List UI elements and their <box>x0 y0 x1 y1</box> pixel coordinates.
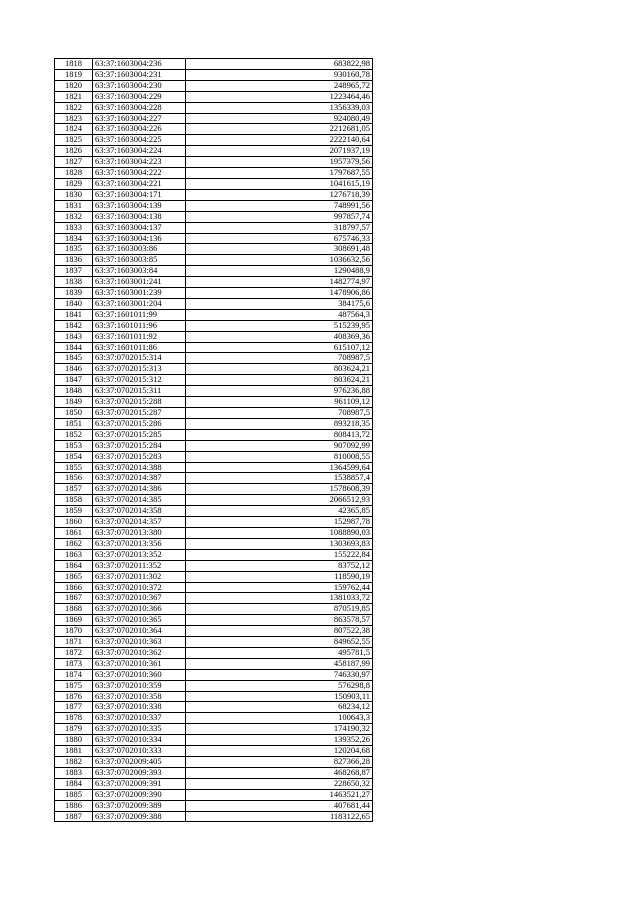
row-number-cell: 1863 <box>55 549 93 560</box>
table-body <box>55 59 373 822</box>
table-row <box>55 495 373 506</box>
cadastral-number-cell: 63:37:0702013:352 <box>93 549 186 560</box>
table-row <box>55 757 373 768</box>
table-row <box>55 691 373 702</box>
table-row <box>55 320 373 331</box>
row-number-cell: 1869 <box>55 615 93 626</box>
cadastral-number-cell: 63:37:0702015:314 <box>93 353 186 364</box>
table-row <box>55 538 373 549</box>
row-number-cell: 1839 <box>55 288 93 299</box>
row-number-cell: 1836 <box>55 255 93 266</box>
cadastral-number-cell: 63:37:0702010:334 <box>93 735 186 746</box>
value-cell: 174190,32 <box>186 724 373 735</box>
row-number-cell: 1846 <box>55 364 93 375</box>
row-number-cell: 1845 <box>55 353 93 364</box>
table-row <box>55 288 373 299</box>
cadastral-number-cell: 63:37:0702014:385 <box>93 495 186 506</box>
table-row <box>55 658 373 669</box>
value-cell: 120204,68 <box>186 746 373 757</box>
cadastral-number-cell: 63:37:1601011:99 <box>93 309 186 320</box>
cadastral-number-cell: 63:37:0702014:386 <box>93 484 186 495</box>
row-number-cell: 1828 <box>55 168 93 179</box>
row-number-cell: 1883 <box>55 767 93 778</box>
row-number-cell: 1872 <box>55 647 93 658</box>
row-number-cell: 1847 <box>55 375 93 386</box>
row-number-cell: 1849 <box>55 397 93 408</box>
row-number-cell: 1870 <box>55 626 93 637</box>
value-cell: 961109,12 <box>186 397 373 408</box>
value-cell: 924080,49 <box>186 113 373 124</box>
value-cell: 807522,38 <box>186 626 373 637</box>
table-row <box>55 582 373 593</box>
table-row <box>55 233 373 244</box>
table-row <box>55 364 373 375</box>
cadastral-number-cell: 63:37:0702010:359 <box>93 680 186 691</box>
value-cell: 407681,44 <box>186 800 373 811</box>
table-row <box>55 408 373 419</box>
table-row <box>55 266 373 277</box>
table-row <box>55 811 373 822</box>
cadastral-number-cell: 63:37:0702015:287 <box>93 408 186 419</box>
table-row <box>55 637 373 648</box>
table-row <box>55 429 373 440</box>
cadastral-number-cell: 63:37:0702010:372 <box>93 582 186 593</box>
value-cell: 159762,44 <box>186 582 373 593</box>
table-row <box>55 604 373 615</box>
row-number-cell: 1822 <box>55 102 93 113</box>
row-number-cell: 1825 <box>55 135 93 146</box>
value-cell: 150903,11 <box>186 691 373 702</box>
table-row <box>55 222 373 233</box>
cadastral-number-cell: 63:37:0702014:388 <box>93 462 186 473</box>
value-cell: 2066512,93 <box>186 495 373 506</box>
table-row <box>55 626 373 637</box>
row-number-cell: 1824 <box>55 124 93 135</box>
row-number-cell: 1840 <box>55 298 93 309</box>
row-number-cell: 1835 <box>55 244 93 255</box>
value-cell: 1041615,19 <box>186 178 373 189</box>
row-number-cell: 1886 <box>55 800 93 811</box>
value-cell: 515239,95 <box>186 320 373 331</box>
cadastral-number-cell: 63:37:1603001:239 <box>93 288 186 299</box>
row-number-cell: 1865 <box>55 571 93 582</box>
cadastral-number-cell: 63:37:0702011:352 <box>93 560 186 571</box>
cadastral-number-cell: 63:37:0702009:390 <box>93 789 186 800</box>
cadastral-number-cell: 63:37:0702010:361 <box>93 658 186 669</box>
row-number-cell: 1884 <box>55 778 93 789</box>
table-row <box>55 375 373 386</box>
row-number-cell: 1880 <box>55 735 93 746</box>
row-number-cell: 1859 <box>55 506 93 517</box>
value-cell: 68234,12 <box>186 702 373 713</box>
cadastral-number-cell: 63:37:0702015:288 <box>93 397 186 408</box>
table-row <box>55 647 373 658</box>
row-number-cell: 1867 <box>55 593 93 604</box>
value-cell: 930160,78 <box>186 69 373 80</box>
row-number-cell: 1851 <box>55 418 93 429</box>
value-cell: 468268,87 <box>186 767 373 778</box>
value-cell: 2222140,64 <box>186 135 373 146</box>
row-number-cell: 1885 <box>55 789 93 800</box>
cadastral-number-cell: 63:37:0702013:380 <box>93 527 186 538</box>
value-cell: 576298,8 <box>186 680 373 691</box>
row-number-cell: 1831 <box>55 200 93 211</box>
value-cell: 748991,56 <box>186 200 373 211</box>
table-row <box>55 353 373 364</box>
value-cell: 746330,97 <box>186 669 373 680</box>
cadastral-number-cell: 63:37:0702010:364 <box>93 626 186 637</box>
value-cell: 1578608,39 <box>186 484 373 495</box>
value-cell: 487564,3 <box>186 309 373 320</box>
row-number-cell: 1848 <box>55 386 93 397</box>
value-cell: 1088890,03 <box>186 527 373 538</box>
table-row <box>55 168 373 179</box>
cadastral-number-cell: 63:37:0702014:357 <box>93 517 186 528</box>
cadastral-number-cell: 63:37:1603003:84 <box>93 266 186 277</box>
value-cell: 1036632,56 <box>186 255 373 266</box>
table-row <box>55 713 373 724</box>
table-row <box>55 211 373 222</box>
row-number-cell: 1877 <box>55 702 93 713</box>
cadastral-number-cell: 63:37:1603001:204 <box>93 298 186 309</box>
table-row <box>55 244 373 255</box>
cadastral-number-cell: 63:37:0702009:391 <box>93 778 186 789</box>
value-cell: 408369,36 <box>186 331 373 342</box>
row-number-cell: 1844 <box>55 342 93 353</box>
table-row <box>55 527 373 538</box>
table-row <box>55 778 373 789</box>
row-number-cell: 1878 <box>55 713 93 724</box>
cadastral-number-cell: 63:37:1603003:86 <box>93 244 186 255</box>
value-cell: 808413,72 <box>186 429 373 440</box>
row-number-cell: 1841 <box>55 309 93 320</box>
row-number-cell: 1882 <box>55 757 93 768</box>
row-number-cell: 1864 <box>55 560 93 571</box>
cadastral-number-cell: 63:37:1603004:225 <box>93 135 186 146</box>
table-row <box>55 146 373 157</box>
value-cell: 849652,55 <box>186 637 373 648</box>
row-number-cell: 1830 <box>55 189 93 200</box>
cadastral-number-cell: 63:37:1601011:92 <box>93 331 186 342</box>
value-cell: 1797687,55 <box>186 168 373 179</box>
cadastral-number-cell: 63:37:0702010:362 <box>93 647 186 658</box>
cadastral-number-cell: 63:37:1603001:241 <box>93 277 186 288</box>
cadastral-number-cell: 63:37:0702014:387 <box>93 473 186 484</box>
value-cell: 708987,5 <box>186 353 373 364</box>
cadastral-number-cell: 63:37:0702009:393 <box>93 767 186 778</box>
table-row <box>55 506 373 517</box>
cadastral-number-cell: 63:37:0702015:312 <box>93 375 186 386</box>
table-row <box>55 342 373 353</box>
table-row <box>55 593 373 604</box>
table-row <box>55 746 373 757</box>
table-row <box>55 397 373 408</box>
cadastral-number-cell: 63:37:0702015:313 <box>93 364 186 375</box>
cadastral-number-cell: 63:37:0702010:335 <box>93 724 186 735</box>
table-row <box>55 102 373 113</box>
row-number-cell: 1866 <box>55 582 93 593</box>
cadastral-number-cell: 63:37:1603004:139 <box>93 200 186 211</box>
value-cell: 893218,35 <box>186 418 373 429</box>
cadastral-number-cell: 63:37:1603004:227 <box>93 113 186 124</box>
value-cell: 708987,5 <box>186 408 373 419</box>
row-number-cell: 1879 <box>55 724 93 735</box>
table-row <box>55 91 373 102</box>
row-number-cell: 1856 <box>55 473 93 484</box>
cadastral-number-cell: 63:37:0702014:358 <box>93 506 186 517</box>
cadastral-number-cell: 63:37:1601011:86 <box>93 342 186 353</box>
row-number-cell: 1838 <box>55 277 93 288</box>
value-cell: 1223464,46 <box>186 91 373 102</box>
row-number-cell: 1868 <box>55 604 93 615</box>
cadastral-number-cell: 63:37:1603004:230 <box>93 80 186 91</box>
cadastral-number-cell: 63:37:0702015:284 <box>93 440 186 451</box>
cadastral-number-cell: 63:37:1603003:85 <box>93 255 186 266</box>
cadastral-number-cell: 63:37:0702015:285 <box>93 429 186 440</box>
table-row <box>55 767 373 778</box>
cadastral-number-cell: 63:37:1601011:96 <box>93 320 186 331</box>
table-row <box>55 680 373 691</box>
value-cell: 83752,12 <box>186 560 373 571</box>
row-number-cell: 1858 <box>55 495 93 506</box>
row-number-cell: 1874 <box>55 669 93 680</box>
value-cell: 384175,6 <box>186 298 373 309</box>
value-cell: 1303693,83 <box>186 538 373 549</box>
cadastral-number-cell: 63:37:0702010:338 <box>93 702 186 713</box>
value-cell: 976236,88 <box>186 386 373 397</box>
cadastral-number-cell: 63:37:0702010:365 <box>93 615 186 626</box>
cadastral-number-cell: 63:37:1603004:236 <box>93 59 186 70</box>
cadastral-number-cell: 63:37:0702009:405 <box>93 757 186 768</box>
table-row <box>55 789 373 800</box>
row-number-cell: 1827 <box>55 157 93 168</box>
cadastral-number-cell: 63:37:0702010:363 <box>93 637 186 648</box>
cadastral-number-cell: 63:37:0702009:389 <box>93 800 186 811</box>
cadastral-number-cell: 63:37:1603004:171 <box>93 189 186 200</box>
row-number-cell: 1843 <box>55 331 93 342</box>
table-row <box>55 560 373 571</box>
table-row <box>55 189 373 200</box>
table-row <box>55 484 373 495</box>
table-row <box>55 571 373 582</box>
value-cell: 308691,48 <box>186 244 373 255</box>
row-number-cell: 1875 <box>55 680 93 691</box>
table-row <box>55 331 373 342</box>
table-row <box>55 800 373 811</box>
value-cell: 1364599,64 <box>186 462 373 473</box>
table-row <box>55 298 373 309</box>
table-row <box>55 440 373 451</box>
cadastral-number-cell: 63:37:0702010:366 <box>93 604 186 615</box>
value-cell: 495781,5 <box>186 647 373 658</box>
table-row <box>55 178 373 189</box>
value-cell: 1381033,72 <box>186 593 373 604</box>
value-cell: 907092,99 <box>186 440 373 451</box>
row-number-cell: 1821 <box>55 91 93 102</box>
value-cell: 1276718,39 <box>186 189 373 200</box>
table-row <box>55 200 373 211</box>
row-number-cell: 1829 <box>55 178 93 189</box>
row-number-cell: 1823 <box>55 113 93 124</box>
value-cell: 139352,26 <box>186 735 373 746</box>
table-row <box>55 135 373 146</box>
value-cell: 152987,78 <box>186 517 373 528</box>
value-cell: 863578,57 <box>186 615 373 626</box>
row-number-cell: 1881 <box>55 746 93 757</box>
row-number-cell: 1818 <box>55 59 93 70</box>
cadastral-number-cell: 63:37:0702010:358 <box>93 691 186 702</box>
row-number-cell: 1862 <box>55 538 93 549</box>
table-row <box>55 724 373 735</box>
table-row <box>55 473 373 484</box>
table-row <box>55 113 373 124</box>
cadastral-number-cell: 63:37:0702011:302 <box>93 571 186 582</box>
cadastral-number-cell: 63:37:0702010:333 <box>93 746 186 757</box>
cadastral-number-cell: 63:37:0702009:388 <box>93 811 186 822</box>
row-number-cell: 1854 <box>55 451 93 462</box>
cadastral-number-cell: 63:37:1603004:228 <box>93 102 186 113</box>
row-number-cell: 1887 <box>55 811 93 822</box>
value-cell: 458187,99 <box>186 658 373 669</box>
table-row <box>55 309 373 320</box>
row-number-cell: 1860 <box>55 517 93 528</box>
table-row <box>55 418 373 429</box>
table-row <box>55 669 373 680</box>
cadastral-number-cell: 63:37:1603004:231 <box>93 69 186 80</box>
cadastral-number-cell: 63:37:1603004:138 <box>93 211 186 222</box>
table-row <box>55 735 373 746</box>
value-cell: 827366,28 <box>186 757 373 768</box>
row-number-cell: 1852 <box>55 429 93 440</box>
value-cell: 318797,57 <box>186 222 373 233</box>
value-cell: 810008,55 <box>186 451 373 462</box>
value-cell: 997857,74 <box>186 211 373 222</box>
cadastral-number-cell: 63:37:1603004:223 <box>93 157 186 168</box>
table-row <box>55 255 373 266</box>
cadastral-value-table <box>54 58 373 822</box>
value-cell: 1356339,03 <box>186 102 373 113</box>
row-number-cell: 1871 <box>55 637 93 648</box>
row-number-cell: 1876 <box>55 691 93 702</box>
cadastral-number-cell: 63:37:1603004:222 <box>93 168 186 179</box>
cadastral-number-cell: 63:37:1603004:221 <box>93 178 186 189</box>
table-row <box>55 462 373 473</box>
row-number-cell: 1837 <box>55 266 93 277</box>
table-row <box>55 549 373 560</box>
row-number-cell: 1826 <box>55 146 93 157</box>
cadastral-number-cell: 63:37:0702010:337 <box>93 713 186 724</box>
row-number-cell: 1855 <box>55 462 93 473</box>
value-cell: 2212681,05 <box>186 124 373 135</box>
row-number-cell: 1861 <box>55 527 93 538</box>
table-row <box>55 69 373 80</box>
cadastral-number-cell: 63:37:0702010:367 <box>93 593 186 604</box>
cadastral-number-cell: 63:37:0702010:360 <box>93 669 186 680</box>
cadastral-number-cell: 63:37:0702015:286 <box>93 418 186 429</box>
table-row <box>55 59 373 70</box>
row-number-cell: 1853 <box>55 440 93 451</box>
table-row <box>55 517 373 528</box>
table-row <box>55 124 373 135</box>
cadastral-number-cell: 63:37:0702013:356 <box>93 538 186 549</box>
row-number-cell: 1850 <box>55 408 93 419</box>
value-cell: 118590,19 <box>186 571 373 582</box>
value-cell: 1463521,27 <box>186 789 373 800</box>
row-number-cell: 1833 <box>55 222 93 233</box>
row-number-cell: 1834 <box>55 233 93 244</box>
value-cell: 1538857,4 <box>186 473 373 484</box>
row-number-cell: 1873 <box>55 658 93 669</box>
table-row <box>55 80 373 91</box>
value-cell: 1957379,56 <box>186 157 373 168</box>
value-cell: 1290488,9 <box>186 266 373 277</box>
value-cell: 803624,21 <box>186 364 373 375</box>
value-cell: 870519,85 <box>186 604 373 615</box>
value-cell: 615107,12 <box>186 342 373 353</box>
row-number-cell: 1857 <box>55 484 93 495</box>
cadastral-number-cell: 63:37:1603004:226 <box>93 124 186 135</box>
value-cell: 803624,21 <box>186 375 373 386</box>
value-cell: 248965,72 <box>186 80 373 91</box>
cadastral-number-cell: 63:37:1603004:137 <box>93 222 186 233</box>
row-number-cell: 1820 <box>55 80 93 91</box>
table-row <box>55 451 373 462</box>
table-row <box>55 277 373 288</box>
value-cell: 100643,3 <box>186 713 373 724</box>
value-cell: 1482774,97 <box>186 277 373 288</box>
value-cell: 675746,33 <box>186 233 373 244</box>
table-row <box>55 157 373 168</box>
value-cell: 42365,85 <box>186 506 373 517</box>
value-cell: 1183122,65 <box>186 811 373 822</box>
value-cell: 2071937,19 <box>186 146 373 157</box>
table-row <box>55 615 373 626</box>
row-number-cell: 1842 <box>55 320 93 331</box>
cadastral-number-cell: 63:37:1603004:224 <box>93 146 186 157</box>
row-number-cell: 1819 <box>55 69 93 80</box>
cadastral-number-cell: 63:37:0702015:311 <box>93 386 186 397</box>
value-cell: 683822,98 <box>186 59 373 70</box>
value-cell: 155222,84 <box>186 549 373 560</box>
value-cell: 228650,32 <box>186 778 373 789</box>
value-cell: 1478906,86 <box>186 288 373 299</box>
cadastral-number-cell: 63:37:0702015:283 <box>93 451 186 462</box>
cadastral-number-cell: 63:37:1603004:136 <box>93 233 186 244</box>
table-row <box>55 702 373 713</box>
cadastral-number-cell: 63:37:1603004:229 <box>93 91 186 102</box>
row-number-cell: 1832 <box>55 211 93 222</box>
table-row <box>55 386 373 397</box>
